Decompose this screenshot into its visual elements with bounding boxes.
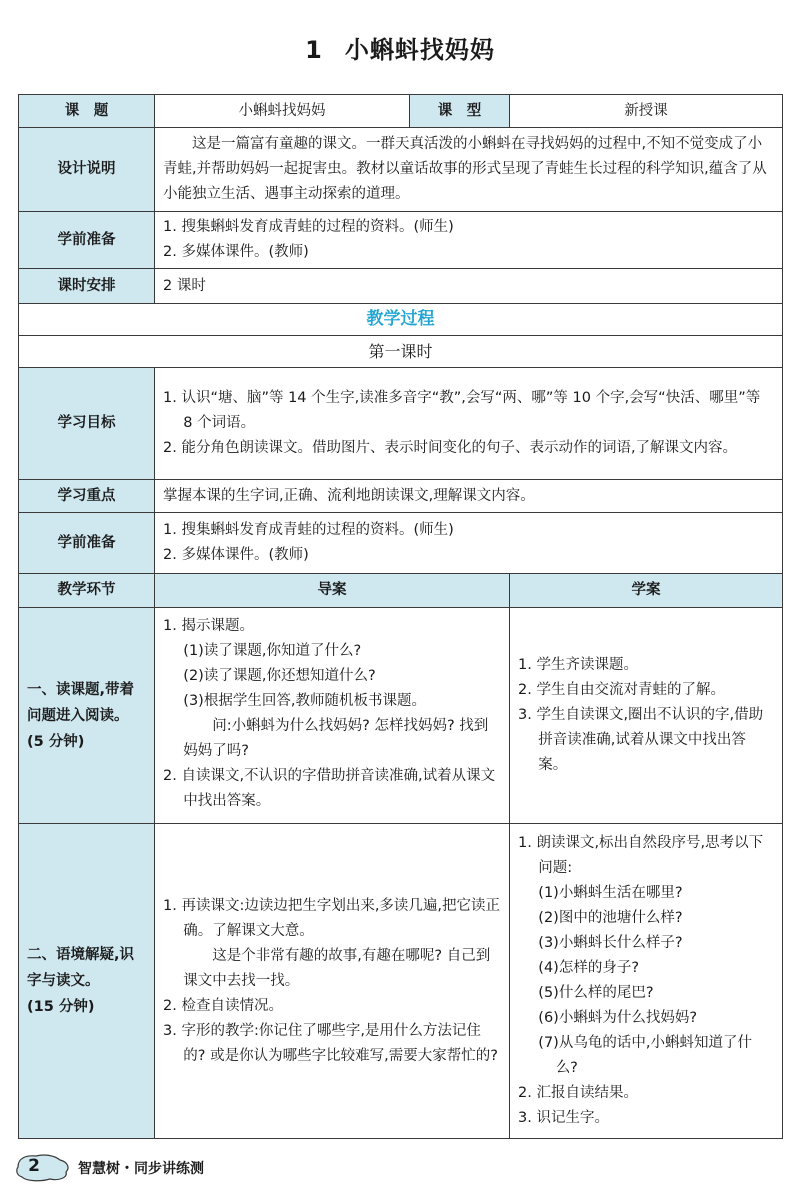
lesson-plan-table (18, 94, 783, 1139)
focus-label: 学习重点 (19, 480, 155, 513)
step1-label (19, 608, 155, 824)
prep-row (19, 212, 783, 269)
study-subitem: (7)从乌龟的话中,小蝌蚪知道了什么? (538, 1035, 752, 1076)
study-subitem: (5)什么样的尾巴? (538, 985, 654, 1001)
study-item: 1. 朗读课文,标出自然段序号,思考以下问题: (518, 835, 764, 876)
lesson-title-cell: 第一课时 (19, 336, 783, 368)
guide-subitem: (2)读了课题,你还想知道什么? (183, 668, 376, 684)
type-value: 新授课 (510, 95, 783, 128)
page-footer (14, 1150, 414, 1186)
guide-item: 3. 字形的教学:你记住了哪些字,是用什么方法记住的? 或是你认为哪些字比较难写,需要大家帮忙的? (163, 1022, 498, 1064)
focus-value: 掌握本课的生字词,正确、流利地朗读课文,理解课文内容。 (155, 480, 783, 513)
design-text: 这是一篇富有童趣的课文。一群天真活泼的小蝌蚪在寻找妈妈的过程中,不知不觉变成了小青蛙,并帮助妈妈一起捉害虫。教材以童话故事的形式呈现了青蛙生长过程的科学知识,蕴含了从小能独立生活、遇事主动探索的道理。 (155, 128, 783, 212)
hours-label: 课时安排 (19, 269, 155, 304)
step1-time: (5 分钟) (27, 733, 85, 750)
study-subitem: (3)小蝌蚪长什么样子? (538, 935, 683, 951)
focus-row (19, 480, 783, 513)
prep-item: 1. 搜集蝌蚪发育成青蛙的过程的资料。(师生) (163, 219, 454, 235)
prep2-item: 2. 多媒体课件。(教师) (163, 547, 309, 563)
col-study: 学案 (510, 574, 783, 608)
guide-item: 1. 揭示课题。 (163, 618, 254, 634)
page-number: 2 (28, 1156, 40, 1176)
type-label: 课 型 (410, 95, 510, 128)
prep-item: 2. 多媒体课件。(教师) (163, 244, 309, 260)
design-label: 设计说明 (19, 128, 155, 212)
guide-question: 问:小蝌蚪为什么找妈妈? 怎样找妈妈? 找到妈妈了吗? (183, 718, 489, 759)
prep-content (155, 212, 783, 269)
step2-guide (155, 824, 510, 1139)
guide-item: 2. 自读课文,不认识的字借助拼音读准确,试着从课文中找出答案。 (163, 768, 496, 809)
guide-paragraph: 这是个非常有趣的故事,有趣在哪呢? 自己到课文中去找一找。 (183, 947, 491, 989)
prep-label: 学前准备 (19, 212, 155, 269)
page-title (0, 30, 800, 65)
goal-item: 2. 能分角色朗读课文。借助图片、表示时间变化的句子、表示动作的词语,了解课文内容。 (163, 440, 738, 456)
header-row (19, 95, 783, 128)
col-guide: 导案 (155, 574, 510, 608)
goals-content (155, 368, 783, 480)
prep2-item: 1. 搜集蝌蚪发育成青蛙的过程的资料。(师生) (163, 522, 454, 538)
step1-row (19, 608, 783, 824)
hours-row (19, 269, 783, 304)
course-label: 课 题 (19, 95, 155, 128)
study-item: 2. 学生自由交流对青蛙的了解。 (518, 682, 725, 698)
step1-title: 一、读课题,带着问题进入阅读。 (27, 681, 135, 724)
step1-guide (155, 608, 510, 824)
study-subitem: (4)怎样的身子? (538, 960, 640, 976)
goal-item: 1. 认识“塘、脑”等 14 个生字,读准多音字“教”,会写“两、哪”等 10 个字,会写“快活、哪里”等 8 个词语。 (163, 390, 761, 431)
step2-row (19, 824, 783, 1139)
guide-subitem: (1)读了课题,你知道了什么? (183, 643, 362, 659)
goals-label: 学习目标 (19, 368, 155, 480)
guide-item: 1. 再读课文:边读边把生字划出来,多读几遍,把它读正确。了解课文大意。 (163, 897, 501, 939)
study-item: 3. 识记生字。 (518, 1110, 609, 1126)
step2-study (510, 824, 783, 1139)
step2-title: 二、语境解疑,识字与读文。 (27, 947, 135, 989)
lesson-title: 小蝌蚪找妈妈 (344, 36, 495, 64)
hours-value: 2 课时 (155, 269, 783, 304)
process-title: 教学过程 (19, 304, 783, 336)
study-subitem: (2)图中的池塘什么样? (538, 910, 683, 926)
prep2-label: 学前准备 (19, 513, 155, 574)
step2-time: (15 分钟) (27, 999, 95, 1015)
goals-row (19, 368, 783, 480)
lesson-number: 1 (305, 36, 323, 64)
step1-study (510, 608, 783, 824)
study-item: 3. 学生自读课文,圈出不认识的字,借助拼音读准确,试着从课文中找出答案。 (518, 707, 764, 773)
prep2-content (155, 513, 783, 574)
book-name: 智慧树・同步讲练测 (78, 1161, 204, 1177)
study-item: 1. 学生齐读课题。 (518, 657, 638, 673)
guide-subitem: (3)根据学生回答,教师随机板书课题。 (183, 693, 426, 709)
step2-label (19, 824, 155, 1139)
study-subitem: (1)小蝌蚪生活在哪里? (538, 885, 683, 901)
prep2-row (19, 513, 783, 574)
process-row (19, 304, 783, 336)
guide-item: 2. 检查自读情况。 (163, 997, 283, 1014)
column-header-row (19, 574, 783, 608)
study-subitem: (6)小蝌蚪为什么找妈妈? (538, 1010, 698, 1026)
study-item: 2. 汇报自读结果。 (518, 1085, 638, 1101)
course-value: 小蝌蚪找妈妈 (155, 95, 410, 128)
col-step: 教学环节 (19, 574, 155, 608)
lesson-row (19, 336, 783, 368)
design-row (19, 128, 783, 212)
